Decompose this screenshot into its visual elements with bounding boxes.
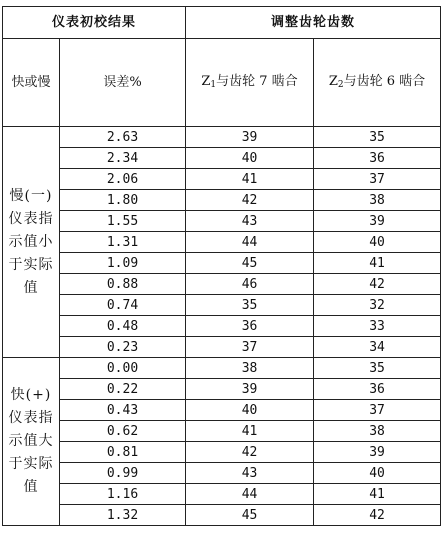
cell-z2: 37	[314, 169, 441, 190]
cell-z2: 36	[314, 148, 441, 169]
cell-z1: 44	[186, 484, 314, 505]
cell-error: 1.32	[60, 505, 186, 526]
group-label-line: 快(+)	[10, 387, 52, 403]
cell-error: 2.63	[60, 127, 186, 148]
table-row	[3, 400, 441, 421]
cell-z1: 42	[186, 190, 314, 211]
table-row	[3, 337, 441, 358]
cell-z2: 32	[314, 295, 441, 316]
cell-error: 1.31	[60, 232, 186, 253]
cell-z1: 46	[186, 274, 314, 295]
cell-error: 0.88	[60, 274, 186, 295]
cell-z2: 35	[314, 358, 441, 379]
cell-z1: 44	[186, 232, 314, 253]
cell-z2: 38	[314, 190, 441, 211]
cell-z1: 40	[186, 148, 314, 169]
cell-error: 0.99	[60, 463, 186, 484]
group-label-line: 于实际	[8, 256, 54, 273]
group-label-line: 慢(一)	[9, 187, 53, 204]
table-row	[3, 316, 441, 337]
header-gear-teeth: 调整齿轮齿数	[186, 7, 441, 39]
table-row	[3, 253, 441, 274]
group-label-line: 仪表指	[8, 210, 54, 227]
cell-z2: 34	[314, 337, 441, 358]
cell-z2: 39	[314, 211, 441, 232]
table-row	[3, 169, 441, 190]
table-row	[3, 421, 441, 442]
group-label-fast	[3, 358, 60, 526]
cell-error: 0.81	[60, 442, 186, 463]
table-row	[3, 379, 441, 400]
cell-z1: 35	[186, 295, 314, 316]
column-header-z1: $Z_1$与齿轮 7 啮合	[186, 39, 314, 127]
cell-error: 1.55	[60, 211, 186, 232]
cell-error: 1.80	[60, 190, 186, 211]
cell-z2: 40	[314, 232, 441, 253]
column-header-error: 误差%	[60, 39, 186, 127]
cell-z1: 42	[186, 442, 314, 463]
cell-z2: 41	[314, 253, 441, 274]
table-row	[3, 505, 441, 526]
cell-z1: 40	[186, 400, 314, 421]
table-row	[3, 274, 441, 295]
group-label-slow	[3, 127, 60, 358]
cell-z2: 40	[314, 463, 441, 484]
cell-z2: 35	[314, 127, 441, 148]
group-label-line: 值	[23, 279, 39, 296]
cell-error: 2.06	[60, 169, 186, 190]
cell-z2: 41	[314, 484, 441, 505]
cell-error: 0.00	[60, 358, 186, 379]
cell-z2: 39	[314, 442, 441, 463]
table-row	[3, 358, 441, 379]
cell-z1: 45	[186, 505, 314, 526]
column-header-z2: $Z_2$与齿轮 6 啮合	[314, 39, 441, 127]
header-initial-calibration: 仪表初校结果	[3, 7, 186, 39]
cell-z1: 43	[186, 463, 314, 484]
table-row	[3, 463, 441, 484]
cell-error: 2.34	[60, 148, 186, 169]
column-header-fast-slow: 快或慢	[3, 39, 60, 127]
cell-error: 0.62	[60, 421, 186, 442]
group-label-line: 值	[23, 479, 39, 495]
cell-error: 0.23	[60, 337, 186, 358]
table-row	[3, 442, 441, 463]
group-label-line: 示值大	[8, 433, 54, 449]
cell-error: 0.43	[60, 400, 186, 421]
table-row	[3, 232, 441, 253]
cell-z2: 42	[314, 505, 441, 526]
cell-z1: 37	[186, 337, 314, 358]
group-label-line: 示值小	[8, 233, 54, 250]
cell-z1: 38	[186, 358, 314, 379]
cell-error: 0.22	[60, 379, 186, 400]
cell-z2: 36	[314, 379, 441, 400]
group-label-line: 于实际	[8, 456, 54, 472]
table-row	[3, 295, 441, 316]
group-label-line: 仪表指	[8, 410, 54, 426]
cell-error: 1.09	[60, 253, 186, 274]
cell-z2: 38	[314, 421, 441, 442]
table-row	[3, 148, 441, 169]
table-row	[3, 190, 441, 211]
cell-z1: 41	[186, 169, 314, 190]
table-row	[3, 484, 441, 505]
cell-z1: 45	[186, 253, 314, 274]
cell-error: 0.48	[60, 316, 186, 337]
table-row	[3, 211, 441, 232]
cell-z2: 33	[314, 316, 441, 337]
cell-z1: 43	[186, 211, 314, 232]
cell-error: 1.16	[60, 484, 186, 505]
cell-z1: 39	[186, 379, 314, 400]
gear-adjustment-table	[2, 6, 441, 526]
cell-z1: 39	[186, 127, 314, 148]
cell-z2: 42	[314, 274, 441, 295]
cell-z2: 37	[314, 400, 441, 421]
cell-z1: 41	[186, 421, 314, 442]
cell-z1: 36	[186, 316, 314, 337]
cell-error: 0.74	[60, 295, 186, 316]
table-row	[3, 127, 441, 148]
